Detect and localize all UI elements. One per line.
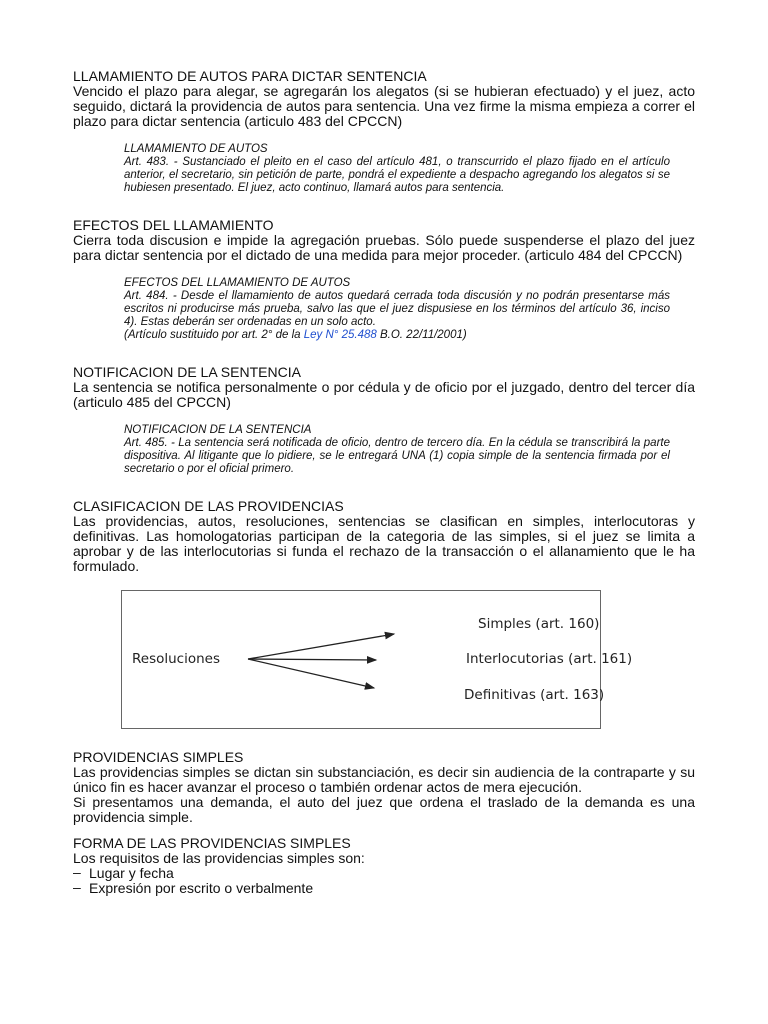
law-link[interactable]: Ley N° 25.488 bbox=[303, 329, 377, 341]
section-title-simples: PROVIDENCIAS SIMPLES bbox=[73, 749, 244, 765]
quote-title: NOTIFICACION DE LA SENTENCIA bbox=[124, 424, 312, 436]
quote-title: LLAMAMIENTO DE AUTOS bbox=[124, 143, 268, 155]
quote-note-post: B.O. 22/11/2001) bbox=[379, 329, 467, 341]
diagram-source-label: Resoluciones bbox=[132, 651, 221, 667]
quote-note-pre: (Artículo sustituido por art. 2° de la bbox=[124, 329, 301, 341]
arrow-definitivas bbox=[248, 659, 374, 688]
list-item: – Lugar y fecha bbox=[73, 866, 695, 881]
quote-text: Art. 485. - La sentencia será notificada de oficio, dentro de tercero día. En la cédula se transcribirá la parte dispositiva. Al litigante que lo pidiere, se le entregará UNA (1) copia simple de la sentencia firmada por el secretario o por el oficial primero. bbox=[124, 437, 670, 475]
section-title-notificacion: NOTIFICACION DE LA SENTENCIA bbox=[73, 364, 301, 380]
classification-diagram bbox=[121, 590, 633, 729]
list-item: – Expresión por escrito o verbalmente bbox=[73, 881, 695, 896]
section-title-llamamiento: LLAMAMIENTO DE AUTOS PARA DICTAR SENTENCIA bbox=[73, 68, 427, 84]
quote-art-485 bbox=[124, 424, 670, 476]
section-title-clasificacion: CLASIFICACION DE LAS PROVIDENCIAS bbox=[73, 498, 344, 514]
quote-note bbox=[124, 329, 670, 342]
document-page bbox=[73, 68, 695, 896]
diagram-target-simples: Simples (art. 160) bbox=[478, 616, 600, 632]
section-body-clasificacion: Las providencias, autos, resoluciones, sentencias se clasifican en simples, interlocutoras y definitivas. Las homologatorias participan de la categoria de las simples, si el juez se limita a aprobar y de las interlocutorias si funda el rechazo de la transacción o el allanamiento que le ha formulado. bbox=[73, 513, 695, 574]
diagram-target-definitivas: Definitivas (art. 163) bbox=[464, 687, 605, 703]
quote-title: EFECTOS DEL LLAMAMIENTO DE AUTOS bbox=[124, 277, 351, 289]
diagram-target-interlocutorias: Interlocutorias (art. 161) bbox=[466, 651, 633, 667]
section-body-efectos: Cierra toda discusion e impide la agregación pruebas. Sólo puede suspenderse el plazo del juez para dictar sentencia por el dictado de una medida para mejor proceder. (articulo 484 del CPCCN) bbox=[73, 232, 695, 263]
requirements-list bbox=[73, 866, 695, 896]
quote-art-484 bbox=[124, 277, 670, 342]
quote-art-483 bbox=[124, 143, 670, 195]
section-body-simples-1: Las providencias simples se dictan sin substanciación, es decir sin audiencia de la contraparte y su único fin es hacer avanzar el proceso o también ordenar actos de mera ejecución. bbox=[73, 764, 695, 795]
section-body-llamamiento: Vencido el plazo para alegar, se agregarán los alegatos (si se hubieran efectuado) y el juez, acto seguido, dictará la providencia de autos para sentencia. Una vez firme la misma empieza a correr el plazo para dictar sentencia (articulo 483 del CPCCN) bbox=[73, 83, 695, 129]
quote-text: Art. 483. - Sustanciado el pleito en el caso del artículo 481, o transcurrido el plazo fijado en el artículo anterior, el secretario, sin petición de parte, pondrá el expediente a despacho agregando los alegatos si se hubiesen presentado. El juez, acto continuo, llamará autos para sentencia. bbox=[124, 156, 670, 194]
quote-text: Art. 484. - Desde el llamamiento de autos quedará cerrada toda discusión y no podrán presentarse más escritos ni producirse más prueba, salvo las que el juez dispusiese en los términos del artículo 36, inciso 4). Estas deberán ser ordenadas en un solo acto. bbox=[124, 290, 670, 328]
section-body-simples-2: Si presentamos una demanda, el auto del juez que ordena el traslado de la demanda es una providencia simple. bbox=[73, 794, 695, 825]
section-title-forma: FORMA DE LAS PROVIDENCIAS SIMPLES bbox=[73, 835, 351, 851]
arrow-simples bbox=[248, 634, 394, 659]
section-title-efectos: EFECTOS DEL LLAMAMIENTO bbox=[73, 217, 274, 233]
section-intro-forma: Los requisitos de las providencias simples son: bbox=[73, 850, 365, 866]
arrow-interlocutorias bbox=[248, 659, 376, 660]
section-body-notificacion: La sentencia se notifica personalmente o por cédula y de oficio por el juzgado, dentro del tercer día (articulo 485 del CPCCN) bbox=[73, 379, 695, 410]
